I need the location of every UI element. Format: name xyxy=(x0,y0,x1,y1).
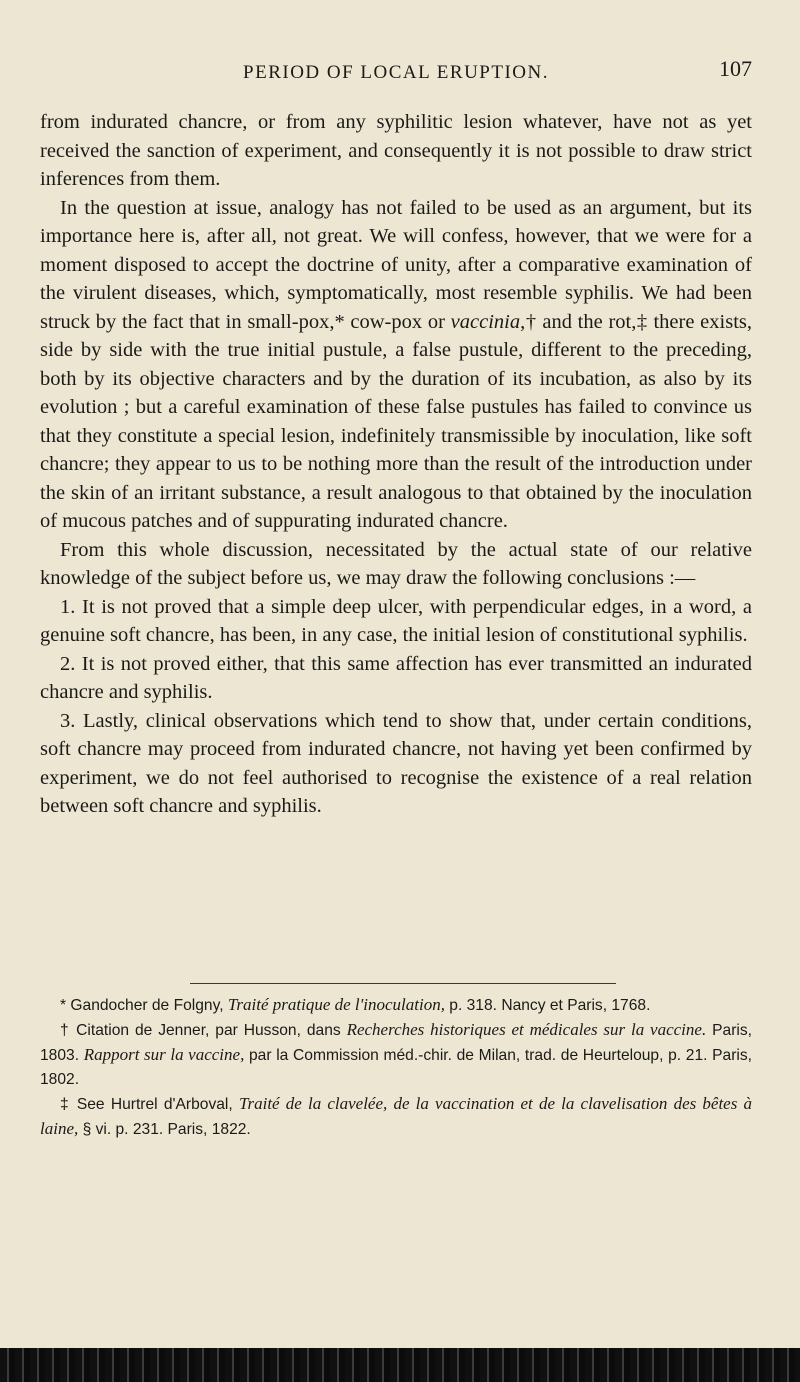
footnotes xyxy=(40,993,752,1142)
conclusion-3: 3. Lastly, clinical observations which tend to show that, under certain conditions, soft chancre may proceed from indurated chancre, not having yet been confirmed by experiment, we do not feel authorised to recognise the existence of a real relation between soft chancre and syphilis. xyxy=(40,709,752,817)
scan-edge-strip xyxy=(0,1348,800,1382)
running-head xyxy=(40,56,752,90)
paragraph-discussion: From this whole discussion, necessitated by the actual state of our relative knowledge of the subject before us, we may draw the following conclusions :— xyxy=(40,538,752,589)
body-text xyxy=(40,108,752,821)
paragraph-analogy: In the question at issue, analogy has not failed to be used as an argument, but its importance here is, after all, not great. We will confess, however, that we were for a moment disposed to accept the doctrine of unity, after a comparative examination of the virulent diseases, which, symptomatically, most resemble syphilis. We had been struck by the fact that in small-pox,* cow-pox or vaccinia,† and the rot,‡ there exists, side by side with the true initial pustule, a false pustule, different to the preceding, both by its objective characters and by the duration of its incubation, as also by its evolution ; but a careful examination of these false pustules has failed to convince us that they constitute a special lesion, indefinitely transmissible by inoculation, like soft chancre; they appear to us to be nothing more than the result of the introduction under the skin of an irritant substance, a result analogous to that obtained by the inoculation of mucous patches and of suppurating indurated chancre. xyxy=(40,196,752,532)
footnote-2: † Citation de Jenner, par Husson, dans Recherches historiques et médicales sur la vaccine. Paris, 1803. Rapport sur la vaccine, par la Commission méd.-chir. de Milan, trad. de Heurteloup, p. 21. Paris, 1802. xyxy=(40,1020,752,1088)
paragraph-continuation: from indurated chancre, or from any syphilitic lesion whatever, have not as yet received the sanction of experiment, and consequently it is not possible to draw strict inferences from them. xyxy=(40,111,752,190)
footnote-1: * Gandocher de Folgny, Traité pratique de l'inoculation, p. 318. Nancy et Paris, 1768. xyxy=(60,995,651,1014)
conclusion-2: 2. It is not proved either, that this same affection has ever transmitted an indurated chancre and syphilis. xyxy=(40,652,752,703)
page-number: 107 xyxy=(719,56,752,81)
conclusion-1: 1. It is not proved that a simple deep ulcer, with perpendicular edges, in a word, a genuine soft chancre, has been, in any case, the initial lesion of constitutional syphilis. xyxy=(40,595,752,646)
running-title: PERIOD OF LOCAL ERUPTION. xyxy=(243,62,549,83)
footnote-divider xyxy=(190,983,616,984)
footnote-3: ‡ See Hurtrel d'Arboval, Traité de la clavelée, de la vaccination et de la clavelisation des bêtes à laine, § vi. p. 231. Paris, 1822. xyxy=(40,1094,752,1138)
